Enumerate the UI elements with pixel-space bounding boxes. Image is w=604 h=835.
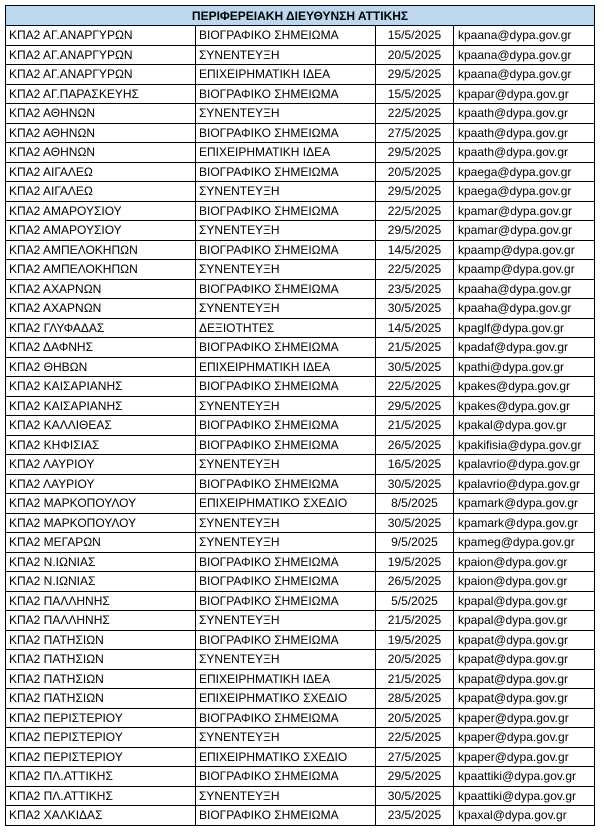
email-cell[interactable]: kpaion@dypa.gov.gr: [454, 572, 595, 592]
email-cell[interactable]: kpadaf@dypa.gov.gr: [454, 338, 595, 358]
schedule-table-body: [6, 6, 595, 826]
subject-cell[interactable]: ΕΠΙΧΕΙΡΗΜΑΤΙΚΟ ΣΧΕΔΙΟ: [196, 494, 376, 514]
table-row: [6, 689, 595, 709]
office-cell[interactable]: ΚΠΑ2 ΠΛ.ΑΤΤΙΚΗΣ: [6, 767, 196, 787]
subject-cell[interactable]: ΣΥΝΕΝΤΕΥΞΗ: [196, 513, 376, 533]
office-cell[interactable]: ΚΠΑ2 ΠΑΛΛΗΝΗΣ: [6, 591, 196, 611]
subject-cell[interactable]: ΣΥΝΕΝΤΕΥΞΗ: [196, 45, 376, 65]
table-row: [6, 26, 595, 46]
date-cell[interactable]: 21/5/2025: [376, 669, 454, 689]
subject-cell[interactable]: ΣΥΝΕΝΤΕΥΞΗ: [196, 533, 376, 553]
table-row: [6, 435, 595, 455]
email-cell[interactable]: kpapat@dypa.gov.gr: [454, 650, 595, 670]
subject-cell[interactable]: ΣΥΝΕΝΤΕΥΞΗ: [196, 455, 376, 475]
date-cell[interactable]: 22/5/2025: [376, 260, 454, 280]
email-cell[interactable]: kpaega@dypa.gov.gr: [454, 182, 595, 202]
email-cell[interactable]: kpaega@dypa.gov.gr: [454, 162, 595, 182]
page-title[interactable]: ΠΕΡΙΦΕΡΕΙΑΚΗ ΔΙΕΥΘΥΝΣΗ ΑΤΤΙΚΗΣ: [6, 6, 595, 26]
subject-cell[interactable]: ΒΙΟΓΡΑΦΙΚΟ ΣΗΜΕΙΩΜΑ: [196, 162, 376, 182]
table-row: [6, 279, 595, 299]
email-cell[interactable]: kpalavrio@dypa.gov.gr: [454, 455, 595, 475]
subject-cell[interactable]: ΒΙΟΓΡΑΦΙΚΟ ΣΗΜΕΙΩΜΑ: [196, 240, 376, 260]
date-cell[interactable]: 21/5/2025: [376, 611, 454, 631]
subject-cell[interactable]: ΒΙΟΓΡΑΦΙΚΟ ΣΗΜΕΙΩΜΑ: [196, 84, 376, 104]
office-cell[interactable]: ΚΠΑ2 ΑΘΗΝΩΝ: [6, 123, 196, 143]
office-cell[interactable]: ΚΠΑ2 ΛΑΥΡΙΟΥ: [6, 455, 196, 475]
subject-cell[interactable]: ΒΙΟΓΡΑΦΙΚΟ ΣΗΜΕΙΩΜΑ: [196, 123, 376, 143]
date-cell[interactable]: 29/5/2025: [376, 65, 454, 85]
office-cell[interactable]: ΚΠΑ2 ΑΜΠΕΛΟΚΗΠΩΝ: [6, 260, 196, 280]
office-cell[interactable]: ΚΠΑ2 ΘΗΒΩΝ: [6, 357, 196, 377]
date-cell[interactable]: 21/5/2025: [376, 338, 454, 358]
date-cell[interactable]: 23/5/2025: [376, 279, 454, 299]
table-row: [6, 552, 595, 572]
office-cell[interactable]: ΚΠΑ2 ΠΕΡΙΣΤΕΡΙΟΥ: [6, 747, 196, 767]
office-cell[interactable]: ΚΠΑ2 ΑΓ.ΑΝΑΡΓΥΡΩΝ: [6, 65, 196, 85]
email-cell[interactable]: kpaaha@dypa.gov.gr: [454, 299, 595, 319]
office-cell[interactable]: ΚΠΑ2 ΜΑΡΚΟΠΟΥΛΟΥ: [6, 494, 196, 514]
date-cell[interactable]: 29/5/2025: [376, 396, 454, 416]
date-cell[interactable]: 26/5/2025: [376, 435, 454, 455]
date-cell[interactable]: 23/5/2025: [376, 806, 454, 826]
email-cell[interactable]: kpakifisia@dypa.gov.gr: [454, 435, 595, 455]
office-cell[interactable]: ΚΠΑ2 ΑΘΗΝΩΝ: [6, 104, 196, 124]
table-row: [6, 786, 595, 806]
email-cell[interactable]: kpamark@dypa.gov.gr: [454, 513, 595, 533]
table-row: [6, 708, 595, 728]
subject-cell[interactable]: ΕΠΙΧΕΙΡΗΜΑΤΙΚΟ ΣΧΕΔΙΟ: [196, 747, 376, 767]
subject-cell[interactable]: ΣΥΝΕΝΤΕΥΞΗ: [196, 786, 376, 806]
office-cell[interactable]: ΚΠΑ2 ΓΛΥΦΑΔΑΣ: [6, 318, 196, 338]
date-cell[interactable]: 30/5/2025: [376, 786, 454, 806]
email-cell[interactable]: kpaath@dypa.gov.gr: [454, 123, 595, 143]
email-cell[interactable]: kpaion@dypa.gov.gr: [454, 552, 595, 572]
office-cell[interactable]: ΚΠΑ2 Ν.ΙΩΝΙΑΣ: [6, 572, 196, 592]
email-cell[interactable]: kpaana@dypa.gov.gr: [454, 65, 595, 85]
subject-cell[interactable]: ΕΠΙΧΕΙΡΗΜΑΤΙΚΗ ΙΔΕΑ: [196, 143, 376, 163]
table-row: [6, 182, 595, 202]
date-cell[interactable]: 20/5/2025: [376, 162, 454, 182]
subject-cell[interactable]: ΒΙΟΓΡΑΦΙΚΟ ΣΗΜΕΙΩΜΑ: [196, 416, 376, 436]
schedule-table: [5, 5, 595, 826]
office-cell[interactable]: ΚΠΑ2 ΜΕΓΑΡΩΝ: [6, 533, 196, 553]
subject-cell[interactable]: ΣΥΝΕΝΤΕΥΞΗ: [196, 104, 376, 124]
table-row: [6, 806, 595, 826]
email-cell[interactable]: kpakal@dypa.gov.gr: [454, 416, 595, 436]
date-cell[interactable]: 20/5/2025: [376, 708, 454, 728]
table-row: [6, 123, 595, 143]
date-cell[interactable]: 30/5/2025: [376, 299, 454, 319]
office-cell[interactable]: ΚΠΑ2 ΠΑΤΗΣΙΩΝ: [6, 650, 196, 670]
date-cell[interactable]: 14/5/2025: [376, 240, 454, 260]
date-cell[interactable]: 15/5/2025: [376, 84, 454, 104]
table-row: [6, 396, 595, 416]
email-cell[interactable]: kpaper@dypa.gov.gr: [454, 728, 595, 748]
table-row: [6, 318, 595, 338]
email-cell[interactable]: kpaper@dypa.gov.gr: [454, 747, 595, 767]
email-cell[interactable]: kpamar@dypa.gov.gr: [454, 201, 595, 221]
table-row: [6, 747, 595, 767]
date-cell[interactable]: 30/5/2025: [376, 357, 454, 377]
email-cell[interactable]: kpameg@dypa.gov.gr: [454, 533, 595, 553]
subject-cell[interactable]: ΒΙΟΓΡΑΦΙΚΟ ΣΗΜΕΙΩΜΑ: [196, 201, 376, 221]
table-row: [6, 162, 595, 182]
table-row: [6, 299, 595, 319]
email-cell[interactable]: kpapat@dypa.gov.gr: [454, 630, 595, 650]
table-row: [6, 104, 595, 124]
date-cell[interactable]: 9/5/2025: [376, 533, 454, 553]
table-row: [6, 533, 595, 553]
email-cell[interactable]: kpakes@dypa.gov.gr: [454, 396, 595, 416]
subject-cell[interactable]: ΒΙΟΓΡΑΦΙΚΟ ΣΗΜΕΙΩΜΑ: [196, 552, 376, 572]
email-cell[interactable]: kpapal@dypa.gov.gr: [454, 611, 595, 631]
table-row: [6, 84, 595, 104]
email-cell[interactable]: kpaath@dypa.gov.gr: [454, 143, 595, 163]
subject-cell[interactable]: ΒΙΟΓΡΑΦΙΚΟ ΣΗΜΕΙΩΜΑ: [196, 338, 376, 358]
subject-cell[interactable]: ΕΠΙΧΕΙΡΗΜΑΤΙΚΗ ΙΔΕΑ: [196, 669, 376, 689]
subject-cell[interactable]: ΕΠΙΧΕΙΡΗΜΑΤΙΚΟ ΣΧΕΔΙΟ: [196, 689, 376, 709]
email-cell[interactable]: kpaana@dypa.gov.gr: [454, 45, 595, 65]
email-cell[interactable]: kpaper@dypa.gov.gr: [454, 708, 595, 728]
date-cell[interactable]: 27/5/2025: [376, 123, 454, 143]
subject-cell[interactable]: ΣΥΝΕΝΤΕΥΞΗ: [196, 182, 376, 202]
subject-cell[interactable]: ΒΙΟΓΡΑΦΙΚΟ ΣΗΜΕΙΩΜΑ: [196, 591, 376, 611]
email-cell[interactable]: kpapar@dypa.gov.gr: [454, 84, 595, 104]
office-cell[interactable]: ΚΠΑ2 ΠΑΛΛΗΝΗΣ: [6, 611, 196, 631]
office-cell[interactable]: ΚΠΑ2 ΑΜΑΡΟΥΣΙΟΥ: [6, 201, 196, 221]
email-cell[interactable]: kpaaha@dypa.gov.gr: [454, 279, 595, 299]
table-row: [6, 143, 595, 163]
title-row: [6, 6, 595, 26]
office-cell[interactable]: ΚΠΑ2 Ν.ΙΩΝΙΑΣ: [6, 552, 196, 572]
subject-cell[interactable]: ΣΥΝΕΝΤΕΥΞΗ: [196, 299, 376, 319]
email-cell[interactable]: kpakes@dypa.gov.gr: [454, 377, 595, 397]
subject-cell[interactable]: ΣΥΝΕΝΤΕΥΞΗ: [196, 611, 376, 631]
subject-cell[interactable]: ΒΙΟΓΡΑΦΙΚΟ ΣΗΜΕΙΩΜΑ: [196, 435, 376, 455]
office-cell[interactable]: ΚΠΑ2 ΠΕΡΙΣΤΕΡΙΟΥ: [6, 708, 196, 728]
office-cell[interactable]: ΚΠΑ2 ΑΓ.ΑΝΑΡΓΥΡΩΝ: [6, 26, 196, 46]
table-row: [6, 357, 595, 377]
subject-cell[interactable]: ΣΥΝΕΝΤΕΥΞΗ: [196, 260, 376, 280]
subject-cell[interactable]: ΕΠΙΧΕΙΡΗΜΑΤΙΚΗ ΙΔΕΑ: [196, 357, 376, 377]
date-cell[interactable]: 15/5/2025: [376, 26, 454, 46]
email-cell[interactable]: kpapal@dypa.gov.gr: [454, 591, 595, 611]
date-cell[interactable]: 19/5/2025: [376, 552, 454, 572]
office-cell[interactable]: ΚΠΑ2 ΜΑΡΚΟΠΟΥΛΟΥ: [6, 513, 196, 533]
subject-cell[interactable]: ΒΙΟΓΡΑΦΙΚΟ ΣΗΜΕΙΩΜΑ: [196, 279, 376, 299]
date-cell[interactable]: 22/5/2025: [376, 104, 454, 124]
date-cell[interactable]: 5/5/2025: [376, 591, 454, 611]
subject-cell[interactable]: ΒΙΟΓΡΑΦΙΚΟ ΣΗΜΕΙΩΜΑ: [196, 767, 376, 787]
table-row: [6, 591, 595, 611]
date-cell[interactable]: 22/5/2025: [376, 201, 454, 221]
table-row: [6, 45, 595, 65]
date-cell[interactable]: 19/5/2025: [376, 630, 454, 650]
table-row: [6, 474, 595, 494]
date-cell[interactable]: 16/5/2025: [376, 455, 454, 475]
office-cell[interactable]: ΚΠΑ2 ΚΑΙΣΑΡΙΑΝΗΣ: [6, 396, 196, 416]
subject-cell[interactable]: ΒΙΟΓΡΑΦΙΚΟ ΣΗΜΕΙΩΜΑ: [196, 572, 376, 592]
office-cell[interactable]: ΚΠΑ2 ΠΑΤΗΣΙΩΝ: [6, 689, 196, 709]
email-cell[interactable]: kpaxal@dypa.gov.gr: [454, 806, 595, 826]
email-cell[interactable]: kpapat@dypa.gov.gr: [454, 669, 595, 689]
date-cell[interactable]: 30/5/2025: [376, 474, 454, 494]
email-cell[interactable]: kpaana@dypa.gov.gr: [454, 26, 595, 46]
date-cell[interactable]: 26/5/2025: [376, 572, 454, 592]
table-row: [6, 65, 595, 85]
email-cell[interactable]: kpamark@dypa.gov.gr: [454, 494, 595, 514]
date-cell[interactable]: 29/5/2025: [376, 143, 454, 163]
date-cell[interactable]: 21/5/2025: [376, 416, 454, 436]
office-cell[interactable]: ΚΠΑ2 ΧΑΛΚΙΔΑΣ: [6, 806, 196, 826]
office-cell[interactable]: ΚΠΑ2 ΠΛ.ΑΤΤΙΚΗΣ: [6, 786, 196, 806]
table-row: [6, 630, 595, 650]
subject-cell[interactable]: ΔΕΞΙΟΤΗΤΕΣ: [196, 318, 376, 338]
office-cell[interactable]: ΚΠΑ2 ΑΧΑΡΝΩΝ: [6, 279, 196, 299]
office-cell[interactable]: ΚΠΑ2 ΑΙΓΑΛΕΩ: [6, 182, 196, 202]
email-cell[interactable]: kpaath@dypa.gov.gr: [454, 104, 595, 124]
table-row: [6, 728, 595, 748]
office-cell[interactable]: ΚΠΑ2 ΔΑΦΝΗΣ: [6, 338, 196, 358]
subject-cell[interactable]: ΒΙΟΓΡΑΦΙΚΟ ΣΗΜΕΙΩΜΑ: [196, 806, 376, 826]
date-cell[interactable]: 30/5/2025: [376, 513, 454, 533]
office-cell[interactable]: ΚΠΑ2 ΠΑΤΗΣΙΩΝ: [6, 630, 196, 650]
office-cell[interactable]: ΚΠΑ2 ΠΕΡΙΣΤΕΡΙΟΥ: [6, 728, 196, 748]
spreadsheet: [5, 5, 594, 826]
date-cell[interactable]: 29/5/2025: [376, 182, 454, 202]
date-cell[interactable]: 27/5/2025: [376, 747, 454, 767]
subject-cell[interactable]: ΒΙΟΓΡΑΦΙΚΟ ΣΗΜΕΙΩΜΑ: [196, 708, 376, 728]
office-cell[interactable]: ΚΠΑ2 ΑΓ.ΠΑΡΑΣΚΕΥΗΣ: [6, 84, 196, 104]
date-cell[interactable]: 20/5/2025: [376, 45, 454, 65]
table-row: [6, 416, 595, 436]
office-cell[interactable]: ΚΠΑ2 ΛΑΥΡΙΟΥ: [6, 474, 196, 494]
subject-cell[interactable]: ΒΙΟΓΡΑΦΙΚΟ ΣΗΜΕΙΩΜΑ: [196, 26, 376, 46]
date-cell[interactable]: 29/5/2025: [376, 767, 454, 787]
subject-cell[interactable]: ΣΥΝΕΝΤΕΥΞΗ: [196, 728, 376, 748]
office-cell[interactable]: ΚΠΑ2 ΚΑΙΣΑΡΙΑΝΗΣ: [6, 377, 196, 397]
office-cell[interactable]: ΚΠΑ2 ΑΙΓΑΛΕΩ: [6, 162, 196, 182]
table-row: [6, 669, 595, 689]
email-cell[interactable]: kpaattiki@dypa.gov.gr: [454, 767, 595, 787]
subject-cell[interactable]: ΒΙΟΓΡΑΦΙΚΟ ΣΗΜΕΙΩΜΑ: [196, 630, 376, 650]
office-cell[interactable]: ΚΠΑ2 ΑΜΠΕΛΟΚΗΠΩΝ: [6, 240, 196, 260]
table-row: [6, 572, 595, 592]
date-cell[interactable]: 8/5/2025: [376, 494, 454, 514]
table-row: [6, 201, 595, 221]
email-cell[interactable]: kpaamp@dypa.gov.gr: [454, 260, 595, 280]
date-cell[interactable]: 22/5/2025: [376, 377, 454, 397]
table-row: [6, 260, 595, 280]
subject-cell[interactable]: ΣΥΝΕΝΤΕΥΞΗ: [196, 221, 376, 241]
table-row: [6, 455, 595, 475]
email-cell[interactable]: kpapat@dypa.gov.gr: [454, 689, 595, 709]
office-cell[interactable]: ΚΠΑ2 ΑΧΑΡΝΩΝ: [6, 299, 196, 319]
subject-cell[interactable]: ΣΥΝΕΝΤΕΥΞΗ: [196, 396, 376, 416]
table-row: [6, 377, 595, 397]
subject-cell[interactable]: ΣΥΝΕΝΤΕΥΞΗ: [196, 650, 376, 670]
table-row: [6, 338, 595, 358]
date-cell[interactable]: 14/5/2025: [376, 318, 454, 338]
table-row: [6, 240, 595, 260]
date-cell[interactable]: 22/5/2025: [376, 728, 454, 748]
date-cell[interactable]: 29/5/2025: [376, 221, 454, 241]
email-cell[interactable]: kpaattiki@dypa.gov.gr: [454, 786, 595, 806]
table-row: [6, 513, 595, 533]
date-cell[interactable]: 28/5/2025: [376, 689, 454, 709]
table-row: [6, 221, 595, 241]
table-row: [6, 767, 595, 787]
subject-cell[interactable]: ΕΠΙΧΕΙΡΗΜΑΤΙΚΗ ΙΔΕΑ: [196, 65, 376, 85]
email-cell[interactable]: kpathi@dypa.gov.gr: [454, 357, 595, 377]
office-cell[interactable]: ΚΠΑ2 ΑΘΗΝΩΝ: [6, 143, 196, 163]
office-cell[interactable]: ΚΠΑ2 ΑΓ.ΑΝΑΡΓΥΡΩΝ: [6, 45, 196, 65]
email-cell[interactable]: kpaamp@dypa.gov.gr: [454, 240, 595, 260]
email-cell[interactable]: kpalavrio@dypa.gov.gr: [454, 474, 595, 494]
email-cell[interactable]: kpaglf@dypa.gov.gr: [454, 318, 595, 338]
office-cell[interactable]: ΚΠΑ2 ΚΗΦΙΣΙΑΣ: [6, 435, 196, 455]
subject-cell[interactable]: ΒΙΟΓΡΑΦΙΚΟ ΣΗΜΕΙΩΜΑ: [196, 377, 376, 397]
table-row: [6, 494, 595, 514]
office-cell[interactable]: ΚΠΑ2 ΑΜΑΡΟΥΣΙΟΥ: [6, 221, 196, 241]
office-cell[interactable]: ΚΠΑ2 ΚΑΛΛΙΘΕΑΣ: [6, 416, 196, 436]
table-row: [6, 611, 595, 631]
office-cell[interactable]: ΚΠΑ2 ΠΑΤΗΣΙΩΝ: [6, 669, 196, 689]
table-row: [6, 650, 595, 670]
date-cell[interactable]: 20/5/2025: [376, 650, 454, 670]
email-cell[interactable]: kpamar@dypa.gov.gr: [454, 221, 595, 241]
subject-cell[interactable]: ΒΙΟΓΡΑΦΙΚΟ ΣΗΜΕΙΩΜΑ: [196, 474, 376, 494]
